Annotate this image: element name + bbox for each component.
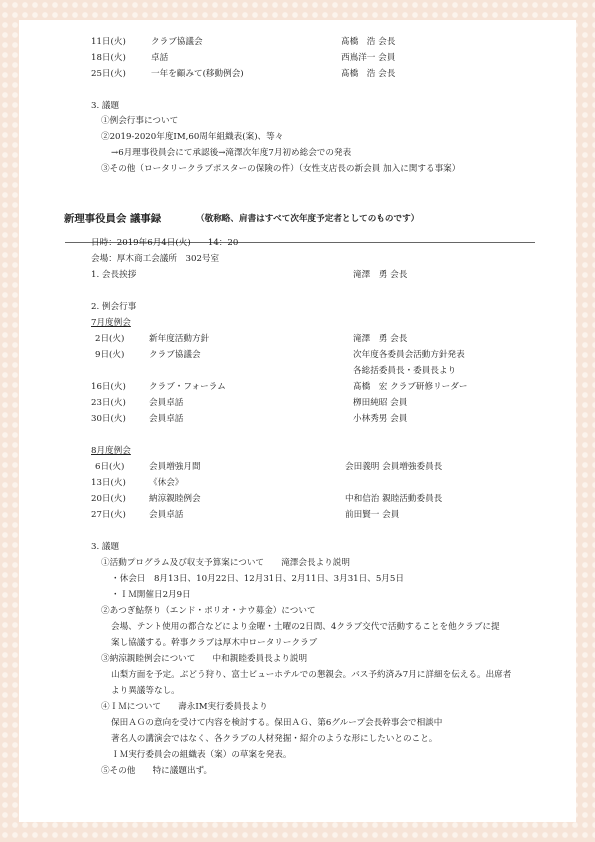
august-date: 13日(火) <box>91 478 126 488</box>
schedule-person: 髙橋 浩 会長 <box>341 37 396 47</box>
agenda-heading: 3. 議題 <box>91 101 120 111</box>
schedule-event: 卓話 <box>151 53 169 63</box>
item-greeting: 1. 会長挨拶 <box>91 270 137 280</box>
document-page <box>19 20 576 822</box>
july-event: 会員卓話 <box>149 398 184 408</box>
agenda-line: ②2019-2020年度IM,60周年組織表(案)、等々 <box>101 132 284 142</box>
schedule-date: 11日(火) <box>91 37 126 47</box>
meeting-datetime: 日時：2019年6月4日(火) 14：20 <box>91 238 239 248</box>
minutes-title: 新理事役員会 議事録 <box>64 213 162 225</box>
agenda-line: ④ＩＭについて 壽永IM実行委員長より <box>101 702 268 712</box>
august-date: 20日(火) <box>91 494 126 504</box>
agenda-line: ①活動プログラム及び収支予算案について 滝澤会長より説明 <box>101 558 350 568</box>
august-heading: 8月度例会 <box>91 446 131 456</box>
schedule-person: 髙橋 浩 会長 <box>341 69 396 79</box>
july-heading: 7月度例会 <box>91 318 131 328</box>
july-event: クラブ・フォーラム <box>149 382 226 392</box>
august-event: 納涼親睦例会 <box>149 494 201 504</box>
agenda-line: ・ＩＭ開催日2月9日 <box>111 590 191 600</box>
agenda-line: ②あつぎ鮎祭り（エンド・ポリオ・ナウ募金）について <box>101 606 316 616</box>
schedule-date: 25日(火) <box>91 69 126 79</box>
schedule-event: 一年を顧みて(移動例会) <box>151 69 244 79</box>
item-greeting-person: 滝澤 勇 会長 <box>353 270 408 280</box>
meeting-venue: 会場：厚木商工会議所 302号室 <box>91 254 220 264</box>
july-person: 各総括委員長・委員長より <box>353 366 457 376</box>
july-person: 次年度各委員会活動方針発表 <box>353 350 465 360</box>
agenda-heading: 3. 議題 <box>91 542 120 552</box>
july-event: 新年度活動方針 <box>149 334 210 344</box>
agenda-line: ③納涼親睦例会について 中和親睦委員長より説明 <box>101 654 308 664</box>
agenda-line: ・休会日 8月13日、10月22日、12月31日、2月11日、3月31日、5月5日 <box>111 574 404 584</box>
july-date: 30日(火) <box>91 414 126 424</box>
july-date: 2日(火) <box>95 334 125 344</box>
july-date: 9日(火) <box>95 350 125 360</box>
august-person: 中和信治 親睦活動委員長 <box>345 494 443 504</box>
agenda-line: 著名人の講演会ではなく、各クラブの人材発掘・紹介のような形にしたいとのこと。 <box>111 734 438 744</box>
august-event: 会員卓話 <box>149 510 184 520</box>
july-date: 16日(火) <box>91 382 126 392</box>
schedule-date: 18日(火) <box>91 53 126 63</box>
august-event: 《休会》 <box>149 478 184 488</box>
july-event: 会員卓話 <box>149 414 184 424</box>
agenda-line: →6月理事役員会にて承認後→滝澤次年度7月初め総会での発表 <box>111 148 352 158</box>
july-person: 滝澤 勇 会長 <box>353 334 408 344</box>
august-person: 前田賢一 会員 <box>345 510 400 520</box>
august-event: 会員増強月間 <box>149 462 201 472</box>
agenda-line: ⑤その他 特に議題出ず。 <box>101 766 213 776</box>
august-person: 会田義明 会員増強委員長 <box>345 462 443 472</box>
item-events: 2. 例会行事 <box>91 302 137 312</box>
august-date: 6日(火) <box>95 462 125 472</box>
agenda-line: 案し協議する。幹事クラブは厚木中ロータリークラブ <box>111 638 318 648</box>
july-person: 栁田純昭 会員 <box>353 398 408 408</box>
agenda-line: より異議等なし。 <box>111 686 180 696</box>
agenda-line: 山梨方面を予定。ぶどう狩り、富士ビューホテルでの懇親会。バス予約済み7月に詳細を伝える。出席者 <box>111 670 512 680</box>
agenda-line: 保田ＡＧの意向を受けて内容を検討する。保田ＡＧ、第6グループ会長幹事会で相談中 <box>111 718 443 728</box>
minutes-subtitle: （敬称略、肩書はすべて次年度予定者としてのものです） <box>196 214 420 224</box>
schedule-person: 西嶌洋一 会員 <box>341 53 396 63</box>
agenda-line: ③その他（ロータリークラブポスターの保険の件）（女性支店長の新会員 加入に関する事案） <box>101 164 461 174</box>
agenda-line: ①例会行事について <box>101 116 179 126</box>
august-date: 27日(火) <box>91 510 126 520</box>
july-person: 髙橋 宏 クラブ研修リーダー <box>353 382 468 392</box>
july-event: クラブ協議会 <box>149 350 201 360</box>
july-person: 小林秀男 会員 <box>353 414 408 424</box>
agenda-line: 会場、テント使用の都合などにより金曜・土曜の2日間、4クラブ交代で活動することを他クラブに提 <box>111 622 500 632</box>
schedule-event: クラブ協議会 <box>151 37 203 47</box>
agenda-line: ＩＭ実行委員会の組織表（案）の草案を発表。 <box>111 750 292 760</box>
july-date: 23日(火) <box>91 398 126 408</box>
